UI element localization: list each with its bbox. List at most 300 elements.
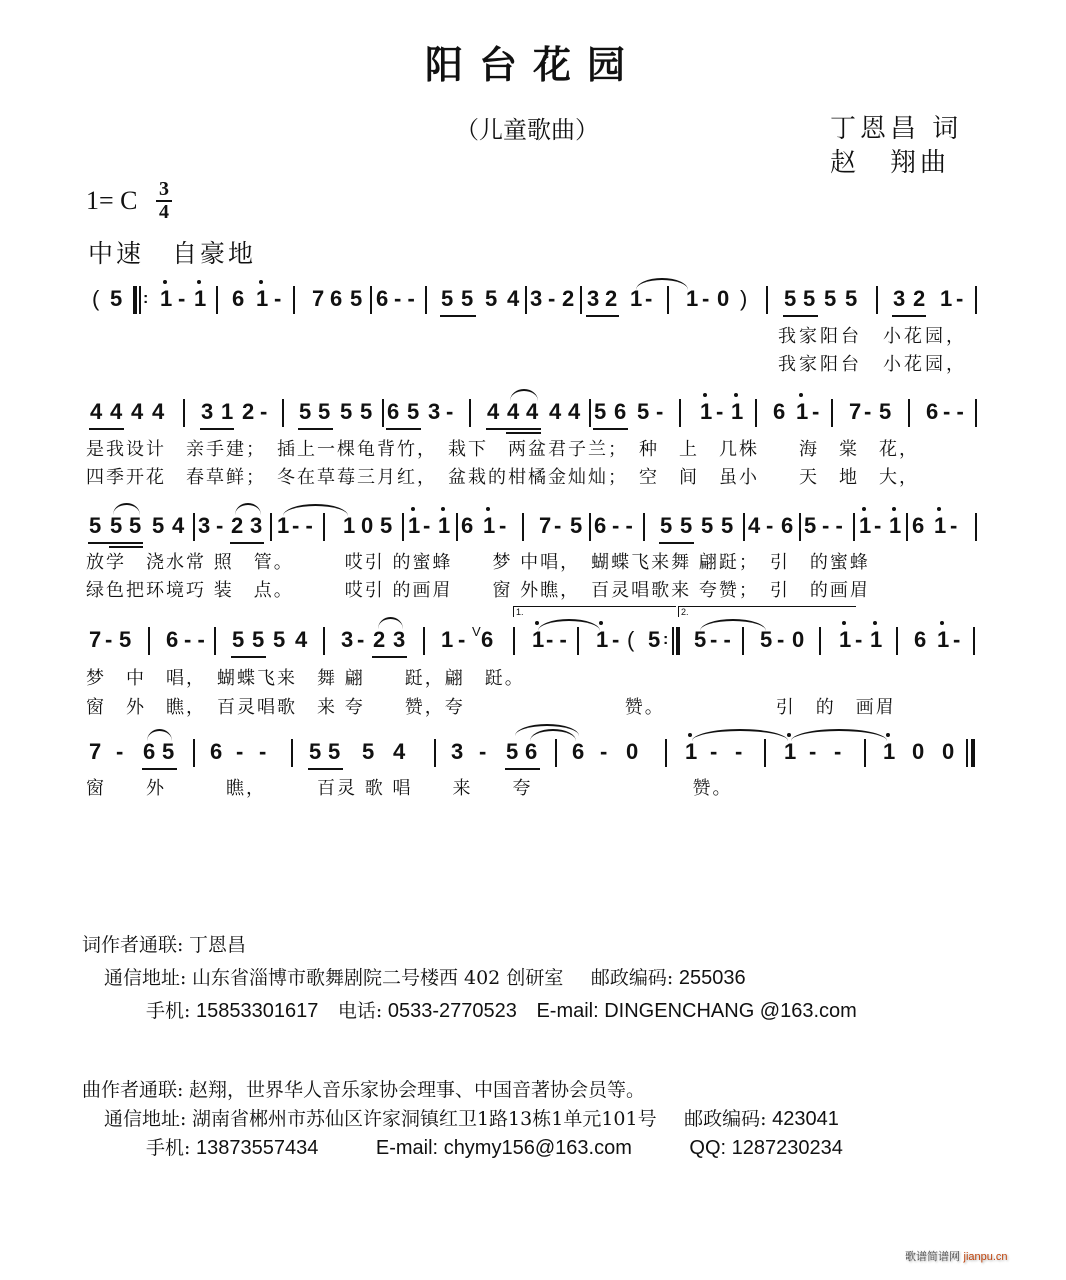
note: 5 <box>594 399 607 424</box>
note: 6 <box>330 286 343 311</box>
note: 1 <box>784 739 797 764</box>
note: 4 <box>507 399 520 424</box>
note: - <box>423 513 431 538</box>
note: 3 <box>250 513 263 538</box>
note: 1 <box>596 627 609 652</box>
note: 5 <box>318 399 331 424</box>
lyrics-line3-verse1: 放学 浇水常 照 管。 哎引 的蜜蜂 梦 中唱， 蝴蝶飞来舞 翩跹； 引 的蜜蜂 <box>86 552 870 573</box>
note: - <box>656 399 664 424</box>
note: - - <box>822 513 843 538</box>
high-octave-dot <box>486 507 490 511</box>
underline <box>231 656 266 658</box>
note: 6 <box>143 739 156 764</box>
note: 1 <box>532 627 545 652</box>
note: - - <box>943 399 964 424</box>
note: 5 <box>879 399 892 424</box>
lyricist-contact <box>82 930 246 957</box>
barline <box>469 399 471 427</box>
note: 0 <box>912 739 925 764</box>
note: 5 <box>803 286 816 311</box>
barline <box>291 739 293 767</box>
note: 1 <box>194 286 207 311</box>
expression-text: 自豪地 <box>172 239 257 268</box>
time-signature <box>156 180 172 222</box>
note: - - <box>184 627 205 652</box>
slur <box>510 389 538 401</box>
score-line-1 <box>0 284 1066 324</box>
tie <box>700 619 766 631</box>
high-octave-dot <box>937 507 941 511</box>
time-signature-bottom: 4 <box>159 201 169 223</box>
note: 4 <box>152 399 165 424</box>
underline <box>372 656 407 658</box>
barline <box>434 739 436 767</box>
barline <box>755 399 757 427</box>
note: 5 <box>299 399 312 424</box>
barline <box>282 399 284 427</box>
note: 3 <box>451 739 464 764</box>
lyricist-phone: 0533-2770523 <box>387 1000 517 1022</box>
barline <box>966 739 968 767</box>
note: - <box>259 739 267 764</box>
high-octave-dot <box>873 621 877 625</box>
repeat-dots: : <box>663 631 669 648</box>
barline <box>580 286 582 314</box>
lyricist-name: 丁恩昌 <box>188 934 246 956</box>
underline <box>659 542 694 544</box>
note: - <box>105 627 113 652</box>
watermark-domain[interactable]: jianpu.cn <box>963 1251 1008 1263</box>
barline <box>382 399 384 427</box>
barline <box>293 286 295 314</box>
note: 1 <box>686 286 699 311</box>
barline <box>742 627 744 655</box>
note: 5 <box>760 627 773 652</box>
high-octave-dot <box>535 621 539 625</box>
note: 5 <box>252 627 265 652</box>
score-line-5 <box>0 737 1066 777</box>
note: 1 <box>343 513 356 538</box>
note: 5 <box>784 286 797 311</box>
lyricist-contact-label: 词作者通联: <box>82 934 184 956</box>
double-underline <box>506 432 541 434</box>
volta-bracket-1: 1. <box>513 606 676 617</box>
note: - <box>458 627 466 652</box>
postcode-label: 邮政编码: <box>590 967 674 989</box>
note: 5 <box>648 627 661 652</box>
note: 5 <box>350 286 363 311</box>
note: - <box>612 627 620 652</box>
note: 1 <box>889 513 902 538</box>
high-octave-dot <box>842 621 846 625</box>
lyricist-address: 山东省淄博市歌舞剧院二号楼西 402 创研室 <box>191 967 564 989</box>
note: 5 <box>845 286 858 311</box>
composer-phone-row <box>146 1133 843 1160</box>
lyricist-email[interactable]: DINGENCHANG @163.com <box>604 1000 857 1022</box>
barline <box>139 286 141 314</box>
note: 1 <box>883 739 896 764</box>
high-octave-dot <box>787 733 791 737</box>
barline <box>672 627 674 655</box>
note: 6 <box>914 627 927 652</box>
note: 5 <box>804 513 817 538</box>
note: 5 <box>110 286 123 311</box>
high-octave-dot <box>197 280 201 284</box>
note: - <box>777 627 785 652</box>
barline <box>975 513 977 541</box>
note: - <box>446 399 454 424</box>
barline <box>370 286 372 314</box>
note: 4 <box>549 399 562 424</box>
barline <box>183 399 185 427</box>
barline <box>975 286 977 314</box>
barline <box>819 627 821 655</box>
note: - <box>716 399 724 424</box>
lyrics-line4-verse1: 梦 中 唱， 蝴蝶飞来 舞 翩 跹，翩 跹。 <box>86 668 525 689</box>
lyricist-phone-row <box>146 996 857 1023</box>
underline <box>89 428 124 430</box>
slur <box>378 617 403 629</box>
note: 1 <box>160 286 173 311</box>
note: 4 <box>295 627 308 652</box>
qq-label: QQ: <box>689 1137 727 1159</box>
note: 3 <box>201 399 214 424</box>
barline <box>908 399 910 427</box>
note: 1 <box>859 513 872 538</box>
note: - <box>260 399 268 424</box>
underline <box>505 768 540 770</box>
note: - <box>864 399 872 424</box>
high-octave-dot <box>940 621 944 625</box>
composer-postcode: 423041 <box>772 1108 839 1130</box>
note: 1 <box>685 739 698 764</box>
barline <box>193 513 195 541</box>
high-octave-dot <box>411 507 415 511</box>
note: 5 <box>506 739 519 764</box>
barline <box>679 399 681 427</box>
note: 2 <box>231 513 244 538</box>
note: 2 <box>562 286 575 311</box>
barline <box>425 286 427 314</box>
note: 4 <box>568 399 581 424</box>
barline <box>973 627 975 655</box>
final-barline <box>971 739 975 767</box>
barline <box>906 513 908 541</box>
high-octave-dot <box>259 280 263 284</box>
note: 5 <box>485 286 498 311</box>
barline <box>766 286 768 314</box>
barline <box>423 627 425 655</box>
note: 2 <box>242 399 255 424</box>
barline <box>665 739 667 767</box>
slur <box>235 503 261 515</box>
note: 3 <box>341 627 354 652</box>
barline <box>975 399 977 427</box>
note: - <box>812 399 820 424</box>
composer-email[interactable]: chymy156@163.com <box>443 1137 632 1159</box>
composer-address: 湖南省郴州市苏仙区许家洞镇红卫1路13栋1单元101号 <box>191 1108 657 1130</box>
lyricist-mobile: 15853301617 <box>195 1000 319 1022</box>
lyrics-line3-verse2: 绿色把环境巧 装 点。 哎引 的画眉 窗 外瞧， 百灵唱歌来 夸赞； 引 的画眉 <box>86 580 870 601</box>
note: 6 <box>166 627 179 652</box>
note: 3 <box>393 627 406 652</box>
tie <box>538 619 600 631</box>
composer-contact <box>82 1075 645 1102</box>
score-line-3 <box>0 511 1066 551</box>
underline <box>386 428 421 430</box>
barline <box>853 513 855 541</box>
note: 5 <box>152 513 165 538</box>
note: 5 <box>824 286 837 311</box>
note: 6 <box>773 399 786 424</box>
note: 4 <box>507 286 520 311</box>
underline <box>230 542 264 544</box>
underline <box>440 315 476 317</box>
barline <box>589 513 591 541</box>
note: - <box>216 513 224 538</box>
composer-mobile: 13873557434 <box>195 1137 319 1159</box>
note: - <box>499 513 507 538</box>
address-label: 通信地址: <box>104 1108 187 1130</box>
note: 4 <box>748 513 761 538</box>
note: 5 <box>309 739 322 764</box>
barline <box>555 739 557 767</box>
underline <box>142 768 177 770</box>
note: 1 <box>937 627 950 652</box>
note: 1 <box>221 399 234 424</box>
note: - - <box>394 286 415 311</box>
note: 5 <box>441 286 454 311</box>
barline <box>876 286 878 314</box>
note: 4 <box>110 399 123 424</box>
watermark-site-name: 歌谱简谱网 <box>905 1250 960 1263</box>
note: - <box>735 739 743 764</box>
note: ( <box>627 627 635 652</box>
lyrics-line2-verse1: 是我设计 亲手建； 插上一棵龟背竹， 栽下 两盆君子兰； 种 上 几株 海 棠 花， <box>86 439 919 460</box>
note: 2 <box>605 286 618 311</box>
repeat-dots: : <box>143 290 149 307</box>
note: 0 <box>942 739 955 764</box>
high-octave-dot <box>862 507 866 511</box>
note: 0 <box>361 513 374 538</box>
barline <box>193 739 195 767</box>
note: 1 <box>870 627 883 652</box>
barline <box>667 286 669 314</box>
note: 6 <box>525 739 538 764</box>
note: - <box>710 739 718 764</box>
note: 3 <box>530 286 543 311</box>
note: 6 <box>461 513 474 538</box>
underline <box>586 315 619 317</box>
high-octave-dot <box>886 733 890 737</box>
note: 5 <box>380 513 393 538</box>
barline <box>764 739 766 767</box>
tempo-marking <box>88 234 284 270</box>
note: ) <box>740 286 748 311</box>
underline <box>308 768 343 770</box>
tie <box>791 729 887 741</box>
note: - <box>953 627 961 652</box>
note: 6 <box>572 739 585 764</box>
note: 1 <box>256 286 269 311</box>
barline <box>216 286 218 314</box>
song-subtitle: （儿童歌曲） <box>455 116 599 144</box>
key-signature: 1= C <box>86 186 138 215</box>
composer-contact-label: 曲作者通联: <box>82 1079 184 1101</box>
lyrics-line4-verse2: 窗 外 瞧， 百灵唱歌 来 夸 赞，夸 赞。 引 的 画眉 <box>86 697 896 718</box>
barline <box>513 627 515 655</box>
volta-bracket-2: 2. <box>678 606 856 617</box>
lyricist-address-row <box>104 963 746 990</box>
lyricist-credit: 丁恩昌 词 <box>830 114 963 144</box>
note: 6 <box>594 513 607 538</box>
note: 3 <box>587 286 600 311</box>
note: - <box>274 286 282 311</box>
mobile-label: 手机: <box>146 1137 191 1159</box>
lyrics-line2-verse2: 四季开花 春草鲜； 冬在草莓三月红， 盆栽的柑橘金灿灿； 空 间 虽小 天 地 大， <box>86 467 919 488</box>
note: 7 <box>89 739 102 764</box>
slur <box>113 503 140 515</box>
high-octave-dot <box>703 393 707 397</box>
note: - <box>809 739 817 764</box>
note: 5 <box>694 627 707 652</box>
lyricist-postcode: 255036 <box>678 967 746 989</box>
note: 1 <box>796 399 809 424</box>
composer-address-row <box>104 1104 839 1131</box>
barline <box>831 399 833 427</box>
tie <box>692 729 788 741</box>
underline <box>298 428 333 430</box>
composer-credit: 赵 翔曲 <box>830 148 951 178</box>
note: 1 <box>934 513 947 538</box>
note: 1 <box>483 513 496 538</box>
note: 7 <box>849 399 862 424</box>
note: 1 <box>839 627 852 652</box>
underline <box>593 428 628 430</box>
note: 6 <box>387 399 400 424</box>
note: - <box>479 739 487 764</box>
note: 5 <box>660 513 673 538</box>
underline <box>783 315 818 317</box>
note: 3 <box>198 513 211 538</box>
note: - <box>116 739 124 764</box>
note: 5 <box>119 627 132 652</box>
note: - <box>178 286 186 311</box>
note: 1 <box>940 286 953 311</box>
note: - <box>702 286 710 311</box>
note: 5 <box>407 399 420 424</box>
high-octave-dot <box>892 507 896 511</box>
note: 6 <box>912 513 925 538</box>
email-label: E-mail: <box>536 1000 599 1022</box>
underline <box>892 315 926 317</box>
barline <box>323 627 325 655</box>
high-octave-dot <box>599 621 603 625</box>
barline <box>864 739 866 767</box>
note: 5 <box>110 513 123 538</box>
note: 5 <box>328 739 341 764</box>
note: 5 <box>232 627 245 652</box>
note: - <box>645 286 653 311</box>
tie <box>636 278 688 290</box>
note: - <box>874 513 882 538</box>
postcode-label: 邮政编码: <box>684 1108 767 1130</box>
site-watermark <box>905 1248 1008 1264</box>
barline <box>643 513 645 541</box>
note: 5 <box>637 399 650 424</box>
note: - <box>548 286 556 311</box>
repeat-end-barline <box>676 627 680 655</box>
high-octave-dot <box>441 507 445 511</box>
note: 3 <box>428 399 441 424</box>
note: 7 <box>539 513 552 538</box>
score-line-4 <box>0 625 1066 665</box>
note: 3 <box>893 286 906 311</box>
note: 4 <box>172 513 185 538</box>
note: 5 <box>162 739 175 764</box>
note: 4 <box>393 739 406 764</box>
barline <box>743 513 745 541</box>
high-octave-dot <box>688 733 692 737</box>
note: - <box>357 627 365 652</box>
composer-qq: 1287230234 <box>731 1137 843 1159</box>
note: 0 <box>792 627 805 652</box>
note: 1 <box>441 627 454 652</box>
note: 1 <box>630 286 643 311</box>
note: 2 <box>373 627 386 652</box>
note: 5 <box>340 399 353 424</box>
barline <box>270 513 272 541</box>
note: 5 <box>721 513 734 538</box>
note: 6 <box>781 513 794 538</box>
phone-label: 电话: <box>337 1000 383 1022</box>
barline <box>148 627 150 655</box>
note: 6 <box>614 399 627 424</box>
underline <box>88 542 143 544</box>
barline <box>522 513 524 541</box>
note: - <box>956 286 964 311</box>
note: 7 <box>89 627 102 652</box>
breath-mark: V <box>472 624 481 639</box>
note: ( <box>92 286 100 311</box>
note: 1 <box>277 513 290 538</box>
tie <box>283 504 348 516</box>
barline <box>577 627 579 655</box>
note: - <box>855 627 863 652</box>
barline <box>456 513 458 541</box>
score-line-2 <box>0 397 1066 437</box>
high-octave-dot <box>734 393 738 397</box>
barline <box>402 513 404 541</box>
note: 6 <box>481 627 494 652</box>
note: - - <box>612 513 633 538</box>
note: 4 <box>90 399 103 424</box>
barline <box>323 513 325 541</box>
note: 2 <box>913 286 926 311</box>
note: - - <box>546 627 567 652</box>
note: 5 <box>362 739 375 764</box>
note: 5 <box>360 399 373 424</box>
note: 4 <box>487 399 500 424</box>
lyrics-line5: 窗 外 瞧， 百灵 歌 唱 来 夸 赞。 <box>86 778 733 799</box>
song-title: 阳台花园 <box>424 42 641 87</box>
email-label: E-mail: <box>375 1137 439 1159</box>
note: 4 <box>526 399 539 424</box>
note: 6 <box>376 286 389 311</box>
high-octave-dot <box>163 280 167 284</box>
note: 6 <box>926 399 939 424</box>
note: - <box>766 513 774 538</box>
